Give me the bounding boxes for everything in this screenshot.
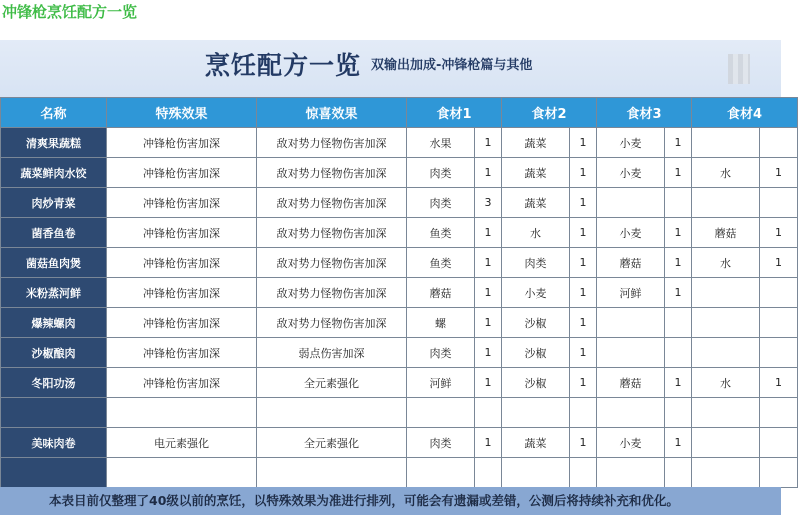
table-row bbox=[1, 248, 798, 278]
ingredient-2-cell: 肉类 bbox=[502, 248, 570, 278]
ingredient-4-qty-cell bbox=[760, 278, 798, 308]
recipe-name-cell: 蔬菜鲜肉水饺 bbox=[1, 158, 107, 188]
ingredient-1-cell: 鱼类 bbox=[407, 218, 475, 248]
page-title: 冲锋枪烹饪配方一览 bbox=[2, 3, 138, 21]
ingredient-3-cell: 蘑菇 bbox=[597, 248, 665, 278]
ingredient-3-cell: 小麦 bbox=[597, 428, 665, 458]
blurred-watermark bbox=[728, 54, 750, 84]
surprise-cell: 敌对势力怪物伤害加深 bbox=[257, 248, 407, 278]
surprise-cell: 全元素强化 bbox=[257, 368, 407, 398]
ingredient-4-qty-cell bbox=[760, 188, 798, 218]
recipe-name-cell: 美味肉卷 bbox=[1, 428, 107, 458]
ingredient-4-cell bbox=[692, 458, 760, 488]
ingredient-4-qty-cell: 1 bbox=[760, 248, 798, 278]
header-effect: 特殊效果 bbox=[107, 98, 257, 128]
ingredient-2-cell: 沙椒 bbox=[502, 368, 570, 398]
ingredient-2-cell bbox=[502, 458, 570, 488]
surprise-cell: 弱点伤害加深 bbox=[257, 338, 407, 368]
recipe-name-cell: 冬阳功汤 bbox=[1, 368, 107, 398]
ingredient-2-qty-cell: 1 bbox=[570, 428, 597, 458]
table-row bbox=[1, 188, 798, 218]
ingredient-1-cell: 蘑菇 bbox=[407, 278, 475, 308]
surprise-cell: 敌对势力怪物伤害加深 bbox=[257, 278, 407, 308]
ingredient-2-qty-cell bbox=[570, 458, 597, 488]
ingredient-1-cell: 肉类 bbox=[407, 428, 475, 458]
ingredient-1-cell: 螺 bbox=[407, 308, 475, 338]
effect-cell: 冲锋枪伤害加深 bbox=[107, 248, 257, 278]
ingredient-2-cell: 水 bbox=[502, 218, 570, 248]
effect-cell bbox=[107, 458, 257, 488]
ingredient-3-cell bbox=[597, 398, 665, 428]
ingredient-4-cell bbox=[692, 428, 760, 458]
header-surprise: 惊喜效果 bbox=[257, 98, 407, 128]
ingredient-1-qty-cell: 1 bbox=[475, 338, 502, 368]
banner bbox=[0, 40, 781, 97]
table-row bbox=[1, 368, 798, 398]
ingredient-1-qty-cell: 1 bbox=[475, 128, 502, 158]
effect-cell: 冲锋枪伤害加深 bbox=[107, 368, 257, 398]
ingredient-4-qty-cell bbox=[760, 128, 798, 158]
ingredient-3-qty-cell: 1 bbox=[665, 278, 692, 308]
banner-title: 烹饪配方一览 bbox=[205, 51, 362, 80]
ingredient-4-cell: 蘑菇 bbox=[692, 218, 760, 248]
table-row bbox=[1, 338, 798, 368]
effect-cell bbox=[107, 398, 257, 428]
ingredient-4-cell bbox=[692, 338, 760, 368]
effect-cell: 冲锋枪伤害加深 bbox=[107, 128, 257, 158]
recipe-name-cell: 肉炒青菜 bbox=[1, 188, 107, 218]
recipe-panel bbox=[0, 40, 781, 515]
ingredient-1-qty-cell: 3 bbox=[475, 188, 502, 218]
ingredient-1-cell: 肉类 bbox=[407, 338, 475, 368]
ingredient-1-qty-cell: 1 bbox=[475, 428, 502, 458]
ingredient-4-cell bbox=[692, 308, 760, 338]
ingredient-4-qty-cell bbox=[760, 398, 798, 428]
effect-cell: 冲锋枪伤害加深 bbox=[107, 218, 257, 248]
ingredient-3-qty-cell bbox=[665, 458, 692, 488]
footer-note: 本表目前仅整理了40级以前的烹饪，以特殊效果为准进行排列，可能会有遗漏或差错，公测后将持续补充和优化。 bbox=[0, 487, 781, 515]
ingredient-2-qty-cell: 1 bbox=[570, 368, 597, 398]
ingredient-4-cell bbox=[692, 188, 760, 218]
ingredient-2-qty-cell: 1 bbox=[570, 248, 597, 278]
effect-cell: 冲锋枪伤害加深 bbox=[107, 338, 257, 368]
surprise-cell: 敌对势力怪物伤害加深 bbox=[257, 308, 407, 338]
ingredient-2-qty-cell: 1 bbox=[570, 158, 597, 188]
ingredient-1-qty-cell bbox=[475, 458, 502, 488]
ingredient-3-cell: 河鲜 bbox=[597, 278, 665, 308]
recipe-name-cell: 爆辣螺肉 bbox=[1, 308, 107, 338]
ingredient-4-cell: 水 bbox=[692, 368, 760, 398]
ingredient-1-qty-cell: 1 bbox=[475, 368, 502, 398]
ingredient-2-qty-cell: 1 bbox=[570, 188, 597, 218]
ingredient-3-qty-cell: 1 bbox=[665, 248, 692, 278]
surprise-cell: 敌对势力怪物伤害加深 bbox=[257, 128, 407, 158]
ingredient-3-cell bbox=[597, 458, 665, 488]
recipe-name-cell: 沙椒酿肉 bbox=[1, 338, 107, 368]
ingredient-1-cell bbox=[407, 458, 475, 488]
ingredient-2-cell bbox=[502, 398, 570, 428]
ingredient-3-qty-cell: 1 bbox=[665, 428, 692, 458]
ingredient-1-cell: 水果 bbox=[407, 128, 475, 158]
effect-cell: 冲锋枪伤害加深 bbox=[107, 308, 257, 338]
surprise-cell bbox=[257, 398, 407, 428]
ingredient-1-qty-cell bbox=[475, 398, 502, 428]
table-row bbox=[1, 398, 798, 428]
ingredient-3-qty-cell bbox=[665, 308, 692, 338]
header-name: 名称 bbox=[1, 98, 107, 128]
ingredient-4-cell bbox=[692, 278, 760, 308]
effect-cell: 冲锋枪伤害加深 bbox=[107, 188, 257, 218]
table-header-row bbox=[1, 98, 798, 128]
ingredient-3-qty-cell: 1 bbox=[665, 128, 692, 158]
recipe-name-cell: 菌香鱼卷 bbox=[1, 218, 107, 248]
ingredient-4-qty-cell bbox=[760, 458, 798, 488]
ingredient-2-cell: 蔬菜 bbox=[502, 428, 570, 458]
effect-cell: 冲锋枪伤害加深 bbox=[107, 158, 257, 188]
ingredient-2-cell: 沙椒 bbox=[502, 338, 570, 368]
ingredient-4-qty-cell: 1 bbox=[760, 158, 798, 188]
ingredient-2-cell: 蔬菜 bbox=[502, 128, 570, 158]
table-row bbox=[1, 308, 798, 338]
table-row bbox=[1, 128, 798, 158]
recipe-name-cell bbox=[1, 458, 107, 488]
ingredient-3-qty-cell: 1 bbox=[665, 218, 692, 248]
ingredient-1-cell: 肉类 bbox=[407, 158, 475, 188]
ingredient-3-cell bbox=[597, 188, 665, 218]
recipe-name-cell: 米粉蒸河鲜 bbox=[1, 278, 107, 308]
ingredient-1-qty-cell: 1 bbox=[475, 278, 502, 308]
ingredient-2-qty-cell bbox=[570, 398, 597, 428]
ingredient-3-qty-cell bbox=[665, 398, 692, 428]
header-ingredient-2: 食材2 bbox=[502, 98, 597, 128]
ingredient-2-qty-cell: 1 bbox=[570, 128, 597, 158]
ingredient-4-qty-cell bbox=[760, 428, 798, 458]
ingredient-4-qty-cell: 1 bbox=[760, 368, 798, 398]
surprise-cell: 全元素强化 bbox=[257, 428, 407, 458]
ingredient-3-cell: 小麦 bbox=[597, 218, 665, 248]
ingredient-3-cell bbox=[597, 308, 665, 338]
ingredient-2-cell: 蔬菜 bbox=[502, 188, 570, 218]
ingredient-4-qty-cell bbox=[760, 308, 798, 338]
surprise-cell: 敌对势力怪物伤害加深 bbox=[257, 218, 407, 248]
recipe-name-cell: 清爽果蔬糕 bbox=[1, 128, 107, 158]
recipe-name-cell bbox=[1, 398, 107, 428]
ingredient-2-qty-cell: 1 bbox=[570, 278, 597, 308]
ingredient-3-cell: 小麦 bbox=[597, 158, 665, 188]
recipe-name-cell: 菌菇鱼肉煲 bbox=[1, 248, 107, 278]
surprise-cell bbox=[257, 458, 407, 488]
ingredient-1-cell: 肉类 bbox=[407, 188, 475, 218]
ingredient-2-qty-cell: 1 bbox=[570, 218, 597, 248]
ingredient-4-qty-cell bbox=[760, 338, 798, 368]
header-ingredient-1: 食材1 bbox=[407, 98, 502, 128]
ingredient-1-qty-cell: 1 bbox=[475, 158, 502, 188]
ingredient-1-qty-cell: 1 bbox=[475, 248, 502, 278]
ingredient-3-cell: 小麦 bbox=[597, 128, 665, 158]
ingredient-4-cell bbox=[692, 128, 760, 158]
ingredient-3-cell bbox=[597, 338, 665, 368]
ingredient-3-cell: 蘑菇 bbox=[597, 368, 665, 398]
ingredient-4-cell: 水 bbox=[692, 248, 760, 278]
ingredient-2-qty-cell: 1 bbox=[570, 308, 597, 338]
ingredient-1-cell: 河鲜 bbox=[407, 368, 475, 398]
effect-cell: 冲锋枪伤害加深 bbox=[107, 278, 257, 308]
table-row bbox=[1, 278, 798, 308]
ingredient-3-qty-cell bbox=[665, 338, 692, 368]
ingredient-4-cell: 水 bbox=[692, 158, 760, 188]
ingredient-2-cell: 小麦 bbox=[502, 278, 570, 308]
ingredient-1-qty-cell: 1 bbox=[475, 218, 502, 248]
header-ingredient-4: 食材4 bbox=[692, 98, 798, 128]
header-ingredient-3: 食材3 bbox=[597, 98, 692, 128]
table-row bbox=[1, 428, 798, 458]
ingredient-2-cell: 沙椒 bbox=[502, 308, 570, 338]
banner-subtitle: 双输出加成-冲锋枪篇与其他 bbox=[371, 58, 533, 73]
effect-cell: 电元素强化 bbox=[107, 428, 257, 458]
ingredient-1-qty-cell: 1 bbox=[475, 308, 502, 338]
ingredient-3-qty-cell: 1 bbox=[665, 368, 692, 398]
table-row bbox=[1, 158, 798, 188]
ingredient-1-cell: 鱼类 bbox=[407, 248, 475, 278]
table-row bbox=[1, 458, 798, 488]
ingredient-4-cell bbox=[692, 398, 760, 428]
ingredient-4-qty-cell: 1 bbox=[760, 218, 798, 248]
ingredient-2-cell: 蔬菜 bbox=[502, 158, 570, 188]
table-row bbox=[1, 218, 798, 248]
ingredient-3-qty-cell bbox=[665, 188, 692, 218]
recipe-table bbox=[0, 97, 798, 488]
surprise-cell: 敌对势力怪物伤害加深 bbox=[257, 158, 407, 188]
ingredient-3-qty-cell: 1 bbox=[665, 158, 692, 188]
ingredient-1-cell bbox=[407, 398, 475, 428]
surprise-cell: 敌对势力怪物伤害加深 bbox=[257, 188, 407, 218]
ingredient-2-qty-cell: 1 bbox=[570, 338, 597, 368]
